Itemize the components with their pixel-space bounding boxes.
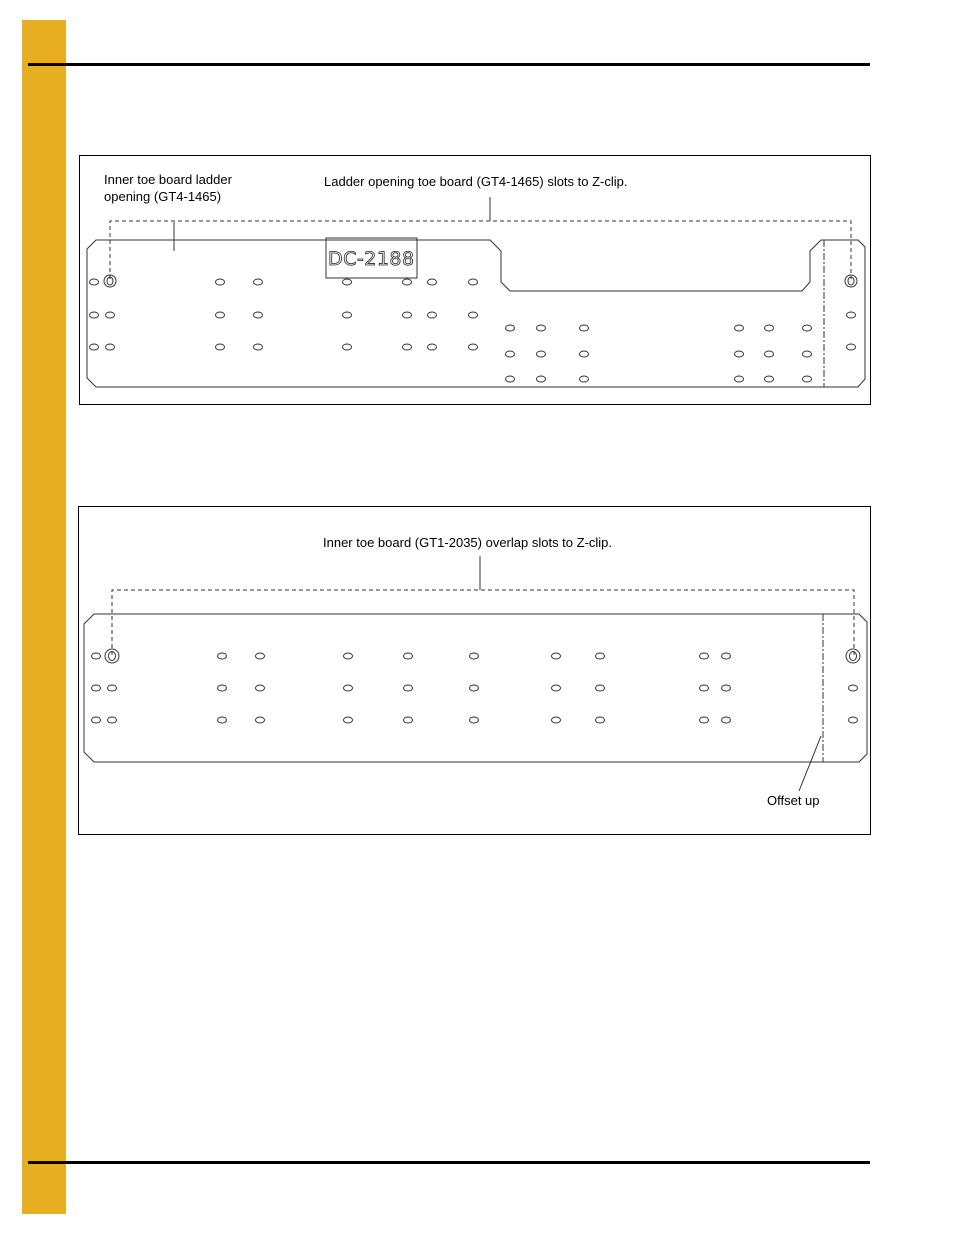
- slot-hole: [735, 351, 744, 357]
- slot-hole: [722, 653, 731, 659]
- slot-hole: [403, 312, 412, 318]
- hole-large-right: [846, 649, 860, 663]
- slot-hole: [552, 653, 561, 659]
- slot-hole: [537, 325, 546, 331]
- slot-hole: [404, 717, 413, 723]
- slot-hole: [218, 717, 227, 723]
- slot-hole: [803, 376, 812, 382]
- slot-hole: [700, 653, 709, 659]
- slot-hole: [256, 653, 265, 659]
- slot-hole: [847, 312, 856, 318]
- slot-hole: [765, 376, 774, 382]
- slot-hole: [735, 325, 744, 331]
- slot-hole: [344, 717, 353, 723]
- slot-hole: [344, 685, 353, 691]
- slot-hole: [506, 325, 515, 331]
- slot-hole: [596, 653, 605, 659]
- slot-hole: [343, 312, 352, 318]
- slot-hole: [216, 312, 225, 318]
- slot-hole: [254, 312, 263, 318]
- slot-hole: [256, 717, 265, 723]
- slot-hole: [596, 685, 605, 691]
- slot-hole: [722, 685, 731, 691]
- slot-hole: [106, 344, 115, 350]
- slot-hole: [552, 717, 561, 723]
- slot-hole: [803, 351, 812, 357]
- slot-hole: [344, 653, 353, 659]
- slot-hole: [254, 344, 263, 350]
- slot-hole: [469, 279, 478, 285]
- board-outline: [87, 240, 865, 387]
- slot-hole: [404, 685, 413, 691]
- slot-hole: [849, 717, 858, 723]
- slot-hole: [580, 325, 589, 331]
- inner-toe-board-drawing: [79, 507, 872, 836]
- slot-hole: [803, 325, 812, 331]
- slot-hole: [552, 685, 561, 691]
- callout-offset: Offset up: [767, 793, 820, 808]
- slot-hole: [218, 653, 227, 659]
- slot-hole: [537, 351, 546, 357]
- slot-hole: [470, 685, 479, 691]
- slot-hole: [90, 279, 99, 285]
- slot-hole: [470, 653, 479, 659]
- slot-hole: [403, 279, 412, 285]
- slot-hole: [428, 312, 437, 318]
- slot-hole: [580, 351, 589, 357]
- slot-hole: [428, 279, 437, 285]
- slot-hole: [216, 279, 225, 285]
- section-color-tab: [22, 20, 66, 1214]
- slot-hole: [700, 717, 709, 723]
- slot-hole: [403, 344, 412, 350]
- slot-hole: [92, 653, 101, 659]
- part-number-stamp: DC-2188: [328, 248, 415, 270]
- slot-hole: [537, 376, 546, 382]
- slot-bracket: [112, 590, 854, 655]
- slot-hole: [849, 685, 858, 691]
- hole-large-right: [845, 275, 857, 287]
- slot-hole: [580, 376, 589, 382]
- figure-inner-toe-board: [78, 506, 871, 835]
- slot-hole: [90, 312, 99, 318]
- slot-hole: [722, 717, 731, 723]
- slot-hole: [106, 312, 115, 318]
- slot-hole: [404, 653, 413, 659]
- slot-hole: [765, 351, 774, 357]
- slot-hole: [218, 685, 227, 691]
- callout-inner-opening: Inner toe board ladder opening (GT4-1465): [104, 172, 232, 204]
- slot-hole: [700, 685, 709, 691]
- slot-hole: [470, 717, 479, 723]
- header-rule: [28, 63, 870, 66]
- slot-hole: [92, 685, 101, 691]
- slot-hole: [596, 717, 605, 723]
- slot-hole: [256, 685, 265, 691]
- callout-slots: Ladder opening toe board (GT4-1465) slots to Z-clip.: [324, 174, 628, 189]
- slot-hole: [343, 279, 352, 285]
- board-outline: [84, 614, 867, 762]
- hole-large-left: [105, 649, 119, 663]
- slot-hole: [343, 344, 352, 350]
- slot-hole: [765, 325, 774, 331]
- footer-rule: [28, 1161, 870, 1164]
- slot-hole: [469, 312, 478, 318]
- slot-hole: [506, 376, 515, 382]
- slot-hole: [92, 717, 101, 723]
- offset-leader: [799, 736, 821, 791]
- slot-bracket: [110, 221, 851, 279]
- slot-hole: [506, 351, 515, 357]
- slot-hole: [90, 344, 99, 350]
- callout-overlap: Inner toe board (GT1-2035) overlap slots to Z-clip.: [323, 535, 613, 550]
- slot-hole: [428, 344, 437, 350]
- slot-hole: [108, 717, 117, 723]
- slot-hole: [847, 344, 856, 350]
- slot-hole: [254, 279, 263, 285]
- slot-hole: [108, 685, 117, 691]
- hole-large-left: [104, 275, 116, 287]
- figure-ladder-opening-toe-board: [79, 155, 871, 405]
- slot-hole: [216, 344, 225, 350]
- slot-hole: [735, 376, 744, 382]
- slot-hole: [469, 344, 478, 350]
